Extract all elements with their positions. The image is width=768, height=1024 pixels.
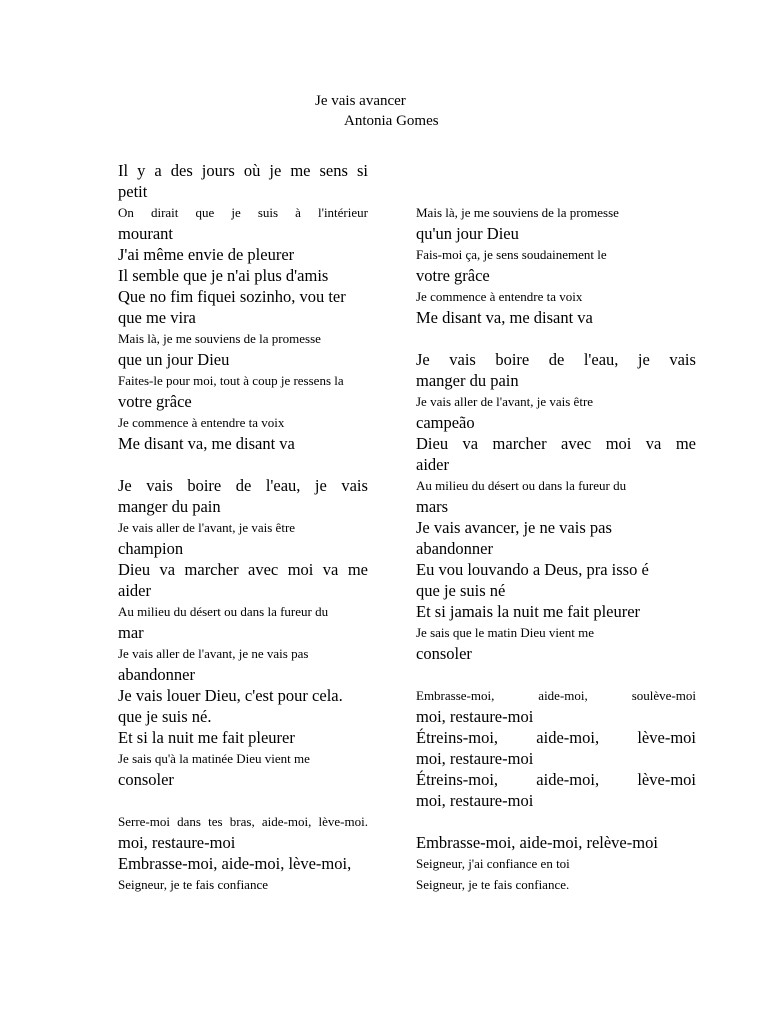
lyric-line: moi, restaure-moi [416, 707, 534, 726]
lyric-line: Il y a des jours où je me sens si [118, 161, 368, 180]
lyric-line: champion [118, 539, 184, 558]
lyric-line: Et si jamais la nuit me fait pleurer [416, 602, 641, 621]
stanza-gap [416, 664, 696, 685]
lyric-line: Mais là, je me souviens de la promesse [416, 205, 619, 220]
lyric-line: Je vais boire de l'eau, je vais [118, 476, 368, 495]
stanza-gap [416, 328, 696, 349]
lyric-line: Seigneur, je te fais confiance. [416, 877, 570, 892]
lyric-line: abandonner [416, 539, 493, 558]
lyric-line: Je vais avancer, je ne vais pas [416, 518, 612, 537]
lyric-line: Serre-moi dans tes bras, aide-moi, lève-moi. [118, 814, 368, 829]
lyric-line: moi, restaure-moi [416, 749, 534, 768]
lyric-line: Il semble que je n'ai plus d'amis [118, 266, 329, 285]
lyric-line: que un jour Dieu [118, 350, 230, 369]
lyric-line: que me vira [118, 308, 196, 327]
stanza-gap [118, 454, 368, 475]
lyric-line: Dieu va marcher avec moi va me [118, 560, 368, 579]
lyric-line: Je commence à entendre ta voix [416, 289, 583, 304]
lyric-line: Me disant va, me disant va [416, 308, 593, 327]
lyric-line: qu'un jour Dieu [416, 224, 519, 243]
stanza-gap [416, 811, 696, 832]
lyric-line: moi, restaure-moi [416, 791, 534, 810]
lyric-line: consoler [416, 644, 472, 663]
lyric-line: Étreins-moi, aide-moi, lève-moi [416, 728, 696, 747]
lyric-line: Dieu va marcher avec moi va me [416, 434, 696, 453]
lyric-line: que je suis né. [118, 707, 212, 726]
lyric-line: Embrasse-moi, aide-moi, relève-moi [416, 833, 658, 852]
lyric-line: aider [118, 581, 151, 600]
lyric-line: Embrasse-moi, aide-moi, soulève-moi [416, 688, 696, 703]
stanza-gap [416, 160, 696, 181]
lyric-line: manger du pain [118, 497, 221, 516]
song-author: Antonia Gomes [344, 113, 439, 129]
lyric-line: On dirait que je suis à l'intérieur [118, 205, 368, 220]
lyric-line: manger du pain [416, 371, 519, 390]
lyric-line: mars [416, 497, 449, 516]
lyric-line: consoler [118, 770, 174, 789]
lyric-line: Étreins-moi, aide-moi, lève-moi [416, 770, 696, 789]
lyric-line: que je suis né [416, 581, 506, 600]
lyric-line: Faites-le pour moi, tout à coup je ressens la [118, 373, 344, 388]
lyric-line: Seigneur, j'ai confiance en toi [416, 856, 570, 871]
lyric-line: mar [118, 623, 144, 642]
lyric-line: votre grâce [416, 266, 490, 285]
lyric-line: Que no fim fiquei sozinho, vou ter [118, 287, 346, 306]
lyric-line: petit [118, 182, 148, 201]
lyric-line: Me disant va, me disant va [118, 434, 295, 453]
lyric-line: Je vais louer Dieu, c'est pour cela. [118, 686, 343, 705]
lyric-line: Au milieu du désert ou dans la fureur du [416, 478, 627, 493]
lyric-line: votre grâce [118, 392, 192, 411]
lyric-line: Je vais aller de l'avant, je ne vais pas [118, 646, 309, 661]
lyric-line: mourant [118, 224, 173, 243]
lyric-line: Je sais qu'à la matinée Dieu vient me [118, 751, 310, 766]
lyric-line: J'ai même envie de pleurer [118, 245, 295, 264]
song-title: Je vais avancer [315, 93, 406, 109]
lyric-line: moi, restaure-moi [118, 833, 236, 852]
lyric-line: Eu vou louvando a Deus, pra isso é [416, 560, 649, 579]
lyric-line: Je vais aller de l'avant, je vais être [416, 394, 594, 409]
lyric-line: Je sais que le matin Dieu vient me [416, 625, 594, 640]
lyric-line: Fais-moi ça, je sens soudainement le [416, 247, 607, 262]
lyrics-column-right [416, 160, 696, 895]
stanza-gap [416, 181, 696, 202]
lyric-line: abandonner [118, 665, 195, 684]
stanza-gap [118, 790, 368, 811]
lyric-line: aider [416, 455, 449, 474]
lyric-line: Mais là, je me souviens de la promesse [118, 331, 321, 346]
lyric-line: Je commence à entendre ta voix [118, 415, 285, 430]
lyric-line: Et si la nuit me fait pleurer [118, 728, 295, 747]
lyric-line: campeão [416, 413, 475, 432]
lyric-line: Je vais boire de l'eau, je vais [416, 350, 696, 369]
lyric-line: Embrasse-moi, aide-moi, lève-moi, [118, 854, 352, 873]
lyrics-column-left [118, 160, 368, 895]
lyric-line: Au milieu du désert ou dans la fureur du [118, 604, 329, 619]
lyric-line: Seigneur, je te fais confiance [118, 877, 268, 892]
lyric-line: Je vais aller de l'avant, je vais être [118, 520, 296, 535]
